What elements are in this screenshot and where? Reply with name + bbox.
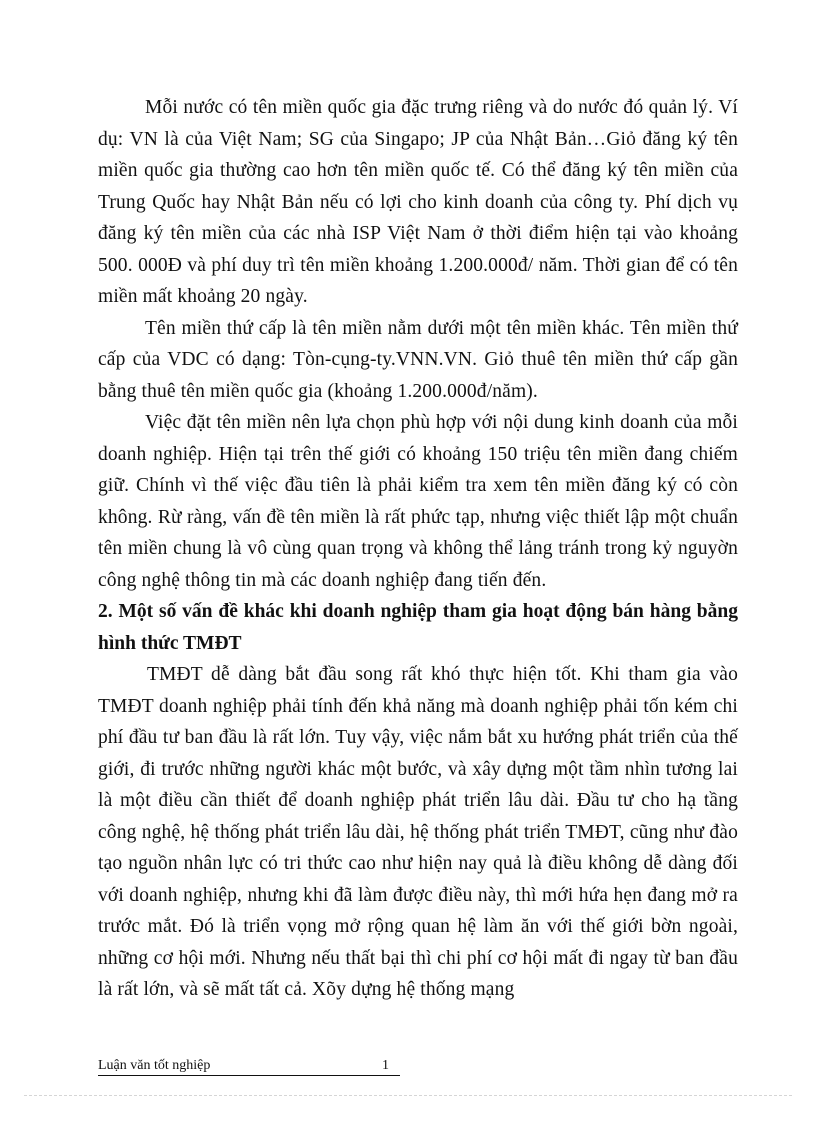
page-footer: [98, 1058, 400, 1076]
footer-page-number: 1: [382, 1058, 389, 1073]
paragraph-domain-country: Mỗi nước có tên miền quốc gia đặc trưng riêng và do nước đó quản lý. Ví dụ: VN là của Việt Nam; SG của Singapo; JP của Nhật Bản…Giỏ đăng ký tên miền quốc gia thường cao hơn tên miền quốc tế. Có thể đăng ký tên miền của Trung Quốc hay Nhật Bản nếu có lợi cho kinh doanh của công ty. Phí dịch vụ đăng ký tên miền của các nhà ISP Việt Nam ở thời điểm hiện tại vào khoảng 500. 000Đ và phí duy trì tên miền khoảng 1.200.000đ/ năm. Thời gian để có tên miền mất khoảng 20 ngày.: [98, 97, 738, 307]
section-heading: 2. Một số vấn đề khác khi doanh nghiệp tham gia hoạt động bán hàng bằng hình thức TMĐT: [98, 601, 738, 654]
paragraph-ecommerce: TMĐT dễ dàng bắt đầu song rất khó thực hiện tốt. Khi tham gia vào TMĐT doanh nghiệp phải tính đến khả năng mà doanh nghiệp phải tốn kém chi phí đầu tư ban đầu là rất lớn. Tuy vậy, việc nắm bắt xu hướng phát triển của thế giới, đi trước những người khác một bước, và xây dựng một tầm nhìn tương lai là một điều cần thiết để doanh nghiệp phát triển lâu dài. Đầu tư cho hạ tầng công nghệ, hệ thống phát triển lâu dài, hệ thống phát triển TMĐT, cũng như đào tạo nguồn nhân lực có tri thức cao như hiện nay quả là điều không dễ dàng đối với doanh nghiệp, nhưng khi đã làm được điều này, thì mới hứa hẹn đang mở ra trước mắt. Đó là triển vọng mở rộng quan hệ làm ăn với thế giới bờn ngoài, những cơ hội mới. Nhưng nếu thất bại thì chi phí cơ hội mất đi ngay từ ban đầu là rất lớn, và sẽ mất tất cả. Xõy dựng hệ thống mạng: [98, 664, 738, 1000]
paragraph-subdomain: Tên miền thứ cấp là tên miền nằm dưới một tên miền khác. Tên miền thứ cấp của VDC có dạng: Tòn-cụng-ty.VNN.VN. Giỏ thuê tên miền thứ cấp gần bằng thuê tên miền quốc gia (khoảng 1.200.000đ/năm).: [98, 317, 738, 402]
page-edge-divider: [24, 1095, 792, 1096]
page-body: [98, 92, 738, 1006]
footer-label: Luận văn tốt nghiệp: [98, 1058, 211, 1073]
paragraph-domain-choice: Việc đặt tên miền nên lựa chọn phù hợp với nội dung kinh doanh của mỗi doanh nghiệp. Hiện tại trên thế giới có khoảng 150 triệu tên miền đang chiếm giữ. Chính vì thế việc đầu tiên là phải kiểm tra xem tên miền đăng ký có còn không. Rừ ràng, vấn đề tên miền là rất phức tạp, nhưng việc thiết lập một chuẩn tên miền chung là vô cùng quan trọng và không thể lảng tránh trong kỷ nguyờn công nghệ thông tin mà các doanh nghiệp đang tiến đến.: [98, 412, 738, 591]
